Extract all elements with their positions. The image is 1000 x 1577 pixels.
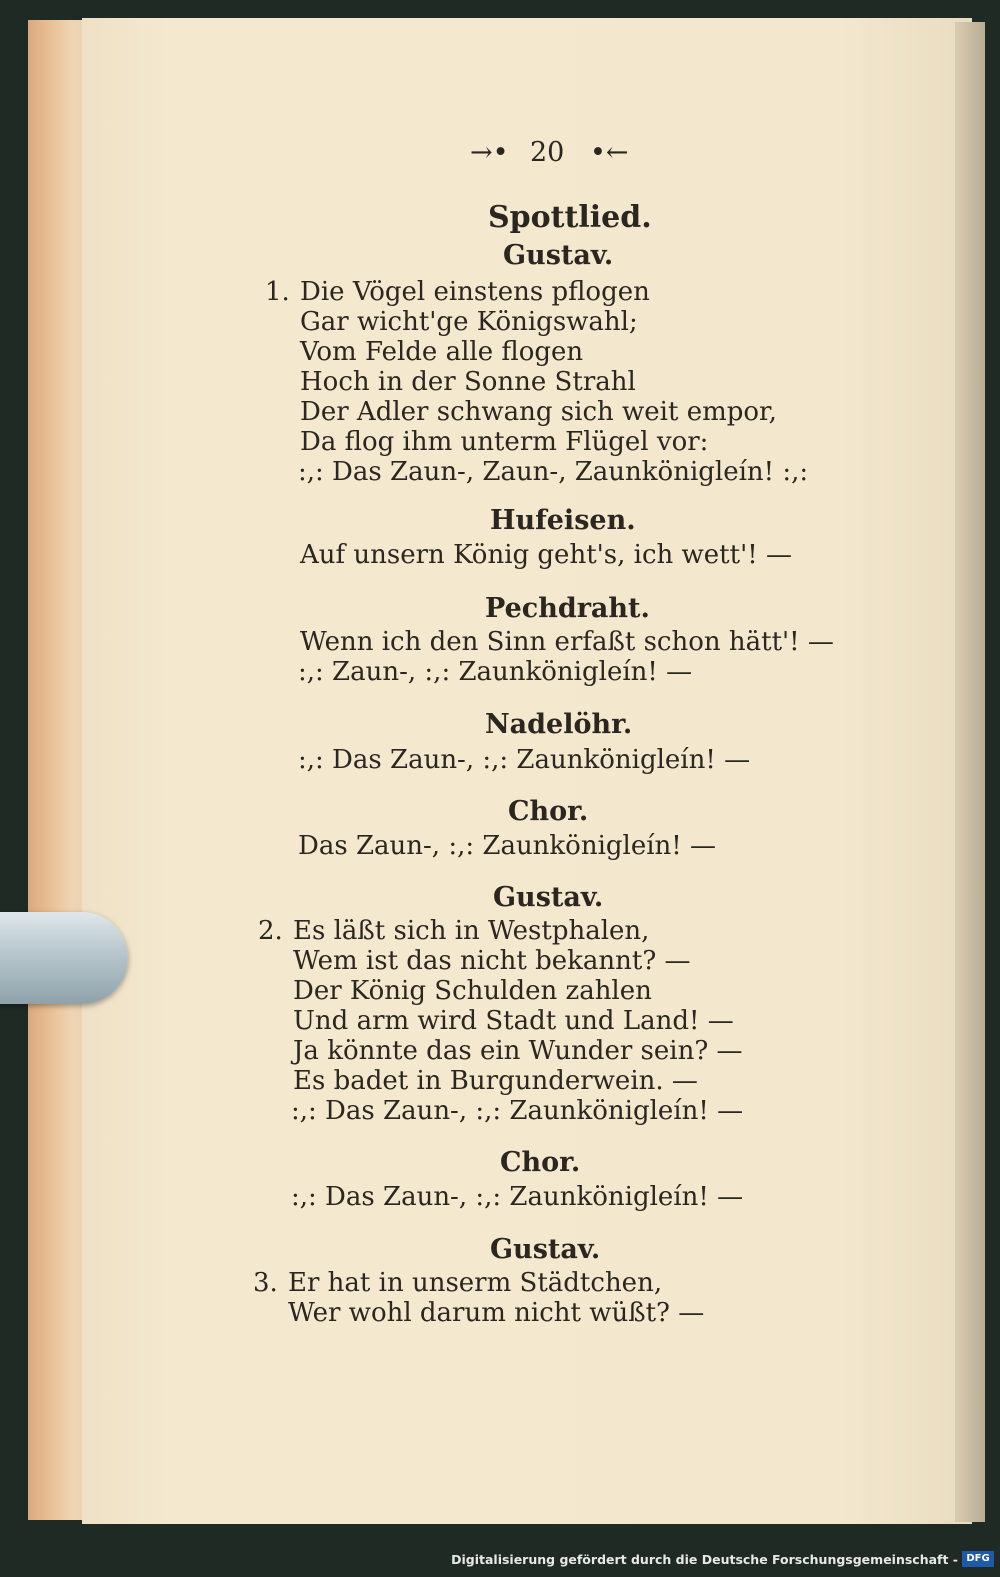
page-edge-shadow xyxy=(955,22,985,1522)
verse2-line-1: Es läßt sich in Westphalen, xyxy=(293,916,650,946)
verse2-line-6: Es badet in Burgunderwein. — xyxy=(293,1066,698,1096)
page-clip xyxy=(0,912,128,1004)
speaker-chor-2: Chor. xyxy=(500,1147,581,1178)
hufeisen-line: Auf unsern König geht's, ich wett'! — xyxy=(300,540,792,570)
verse-number-3: 3. xyxy=(253,1268,278,1298)
pechdraht-line-1: Wenn ich den Sinn erfaßt schon hätt'! — xyxy=(300,627,834,657)
chor2-line: :,: Das Zaun-, :,: Zaunkönigleín! — xyxy=(291,1182,744,1212)
speaker-chor-1: Chor. xyxy=(508,796,589,827)
speaker-pechdraht: Pechdraht. xyxy=(485,593,650,624)
poem-title: Spottlied. xyxy=(488,200,652,235)
speaker-gustav-3: Gustav. xyxy=(490,1234,601,1265)
verse3-line-2: Wer wohl darum nicht wüßt? — xyxy=(288,1298,705,1328)
verse-number-1: 1. xyxy=(265,277,290,307)
verse2-line-2: Wem ist das nicht bekannt? — xyxy=(293,946,691,976)
verse1-line-4: Hoch in der Sonne Strahl xyxy=(300,367,636,397)
speaker-nadeloehr: Nadelöhr. xyxy=(485,709,633,740)
verse1-line-3: Vom Felde alle flogen xyxy=(300,337,584,367)
footer-credit: Digitalisierung gefördert durch die Deutsche Forschungsgemeinschaft - xyxy=(451,1552,958,1567)
pechdraht-line-2: :,: Zaun-, :,: Zaunkönigleín! — xyxy=(298,657,693,687)
dfg-logo: DFG xyxy=(962,1551,994,1567)
verse1-line-2: Gar wicht'ge Königswahl; xyxy=(300,307,638,337)
page-ornament-right: •← xyxy=(590,137,629,168)
verse1-line-1: Die Vögel einstens pflogen xyxy=(300,277,650,307)
page-number: 20 xyxy=(530,137,565,168)
verse1-line-7: :,: Das Zaun-, Zaun-, Zaunkönigleín! :,: xyxy=(298,457,809,487)
speaker-hufeisen: Hufeisen. xyxy=(490,505,636,536)
verse1-line-5: Der Adler schwang sich weit empor, xyxy=(300,397,777,427)
book-edge xyxy=(28,20,90,1520)
chor1-line: Das Zaun-, :,: Zaunkönigleín! — xyxy=(298,831,717,861)
nadeloehr-line: :,: Das Zaun-, :,: Zaunkönigleín! — xyxy=(298,745,751,775)
speaker-gustav-1: Gustav. xyxy=(503,240,614,271)
verse1-line-6: Da flog ihm unterm Flügel vor: xyxy=(300,427,709,457)
verse2-line-5: Ja könnte das ein Wunder sein? — xyxy=(293,1036,743,1066)
verse2-line-4: Und arm wird Stadt und Land! — xyxy=(293,1006,734,1036)
verse3-line-1: Er hat in unserm Städtchen, xyxy=(288,1268,663,1298)
verse-number-2: 2. xyxy=(258,916,283,946)
verse2-line-3: Der König Schulden zahlen xyxy=(293,976,652,1006)
page-ornament-left: →• xyxy=(470,137,509,168)
verse2-line-7: :,: Das Zaun-, :,: Zaunkönigleín! — xyxy=(291,1096,744,1126)
speaker-gustav-2: Gustav. xyxy=(493,882,604,913)
